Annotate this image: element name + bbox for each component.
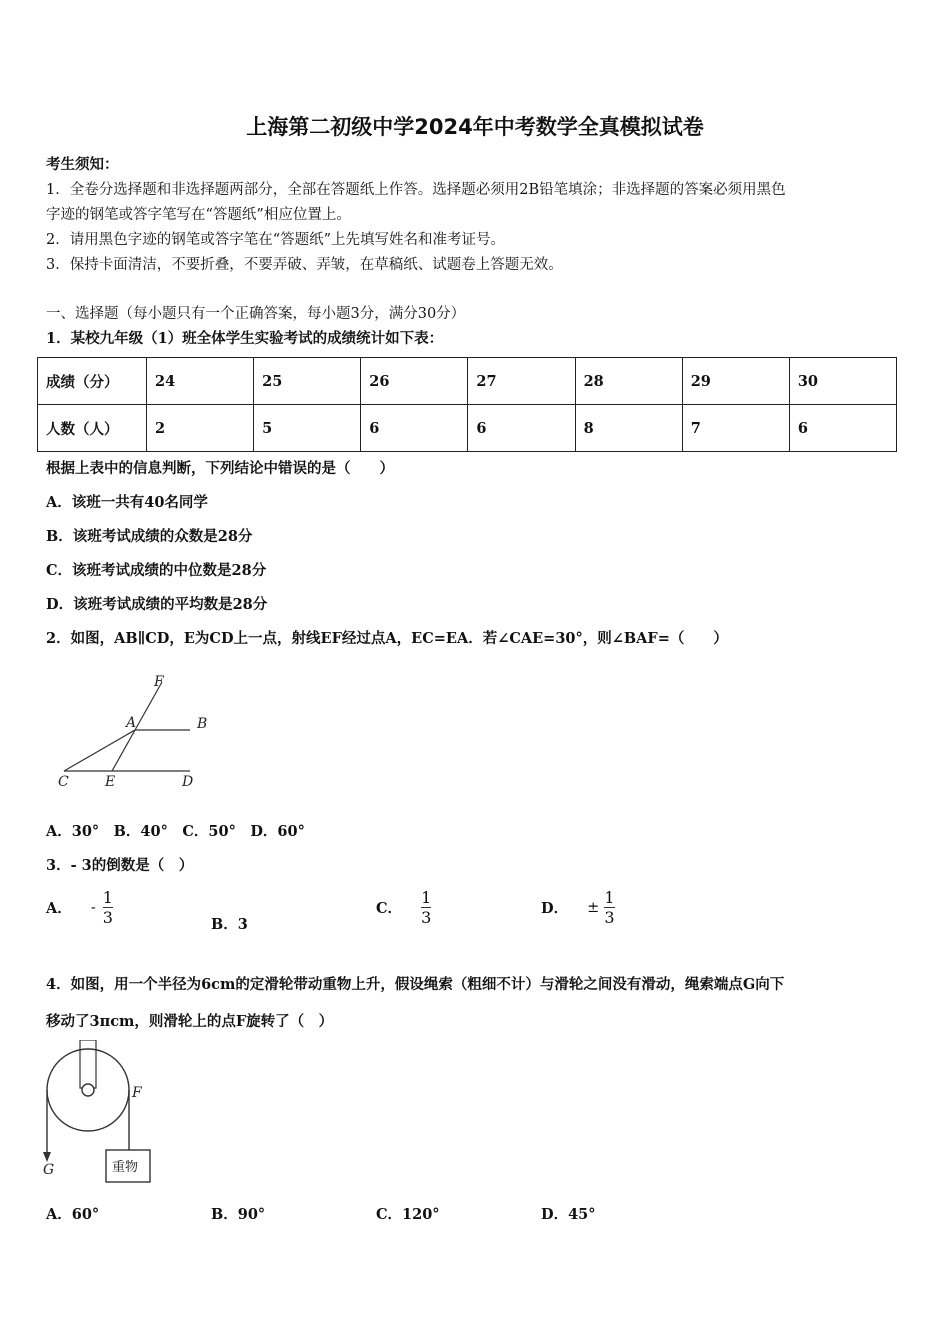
q2-stem: 2．如图，AB∥CD，E为CD上一点，射线EF经过点A，EC=EA．若∠CAE=30°，则∠BAF=（ ） [46,630,728,647]
notice-line-1b: 字迹的钢笔或答字笔写在“答题纸”相应位置上。 [46,207,351,223]
label-f: F [154,674,164,690]
table-cell: 6 [789,405,896,452]
plus-minus-sign: ± [587,899,600,916]
q4-option-a[interactable]: A．60° [46,1206,100,1223]
q1-option-d[interactable]: D．该班考试成绩的平均数是28分 [46,596,268,613]
q2-figure [50,668,220,798]
q1-option-b[interactable]: B．该班考试成绩的众数是28分 [46,528,253,545]
numerator: 1 [102,888,113,907]
q3-option-c[interactable] [376,889,431,926]
pulley-axle [82,1084,94,1096]
fraction [421,889,431,926]
table-cell: 25 [254,358,361,405]
label-d: D [182,774,194,790]
denominator: 3 [604,908,615,927]
denominator: 3 [102,908,113,927]
table-cell: 6 [468,405,575,452]
q2-options[interactable]: A．30° B．40° C．50° D．60° [46,823,305,840]
label-a: A [126,715,137,731]
ray-ef [112,682,162,771]
page-title: 上海第二初级中学2024年中考数学全真模拟试卷 [246,115,704,139]
row-header-score: 成绩（分） [38,358,147,405]
q3-option-a[interactable] [46,889,113,926]
q3-stem: 3．- 3的倒数是（ ） [46,857,194,874]
option-letter: C． [376,900,403,917]
notice-heading: 考生须知： [46,156,119,173]
arrow-down-icon [43,1152,51,1162]
q1-stem: 1．某校九年级（1）班全体学生实验考试的成绩统计如下表： [46,330,444,347]
q3-option-d[interactable] [541,889,615,926]
table-cell: 8 [575,405,682,452]
q1-option-a[interactable]: A．该班一共有40名同学 [46,494,208,511]
score-table [37,357,897,452]
section-heading: 一、选择题（每小题只有一个正确答案，每小题3分，满分30分） [46,306,466,322]
q4-stem-line-2: 移动了3πcm，则滑轮上的点F旋转了（ ） [46,1013,334,1030]
notice-line-1a: 1．全卷分选择题和非选择题两部分，全部在答题纸上作答。选择题必须用2B铅笔填涂；非选择题的答案必须用黑色 [46,182,786,198]
label-f: F [132,1085,142,1101]
q4-stem-line-1: 4．如图，用一个半径为6cm的定滑轮带动重物上升，假设绳索（粗细不计）与滑轮之间没有滑动，绳索端点G向下 [46,976,785,993]
table-cell: 30 [789,358,896,405]
table-cell: 27 [468,358,575,405]
q4-option-c[interactable]: C．120° [376,1206,440,1223]
denominator: 3 [421,908,432,927]
table-row [38,405,897,452]
numerator: 1 [421,888,432,907]
pulley-figure [40,1040,160,1188]
table-cell: 6 [361,405,468,452]
table-cell: 5 [254,405,361,452]
table-cell: 24 [147,358,254,405]
segment-ca [64,730,135,771]
table-cell: 7 [682,405,789,452]
table-cell: 29 [682,358,789,405]
pulley-mount [80,1040,96,1088]
option-letter: A． [46,900,72,917]
q4-option-d[interactable]: D．45° [541,1206,596,1223]
table-cell: 2 [147,405,254,452]
label-g: G [43,1162,55,1178]
q3-option-b[interactable]: B．3 [211,916,248,933]
q1-option-c[interactable]: C．该班考试成绩的中位数是28分 [46,562,267,579]
q1-question: 根据上表中的信息判断，下列结论中错误的是（ ） [46,460,394,477]
q4-option-b[interactable]: B．90° [211,1206,266,1223]
table-cell: 28 [575,358,682,405]
weight-label: 重物 [112,1160,139,1175]
notice-line-2: 2．请用黑色字迹的钢笔或答字笔在“答题纸”上先填写姓名和准考证号。 [46,232,506,248]
fraction [103,889,113,926]
table-cell: 26 [361,358,468,405]
option-letter: D． [541,900,569,917]
minus-sign: - [90,899,96,916]
table-row [38,358,897,405]
label-e: E [105,774,116,790]
notice-line-3: 3．保持卡面清洁，不要折叠，不要弄破、弄皱，在草稿纸、试题卷上答题无效。 [46,257,563,273]
numerator: 1 [604,888,615,907]
fraction [604,889,614,926]
label-b: B [197,716,208,732]
label-c: C [58,774,69,790]
row-header-count: 人数（人） [38,405,147,452]
